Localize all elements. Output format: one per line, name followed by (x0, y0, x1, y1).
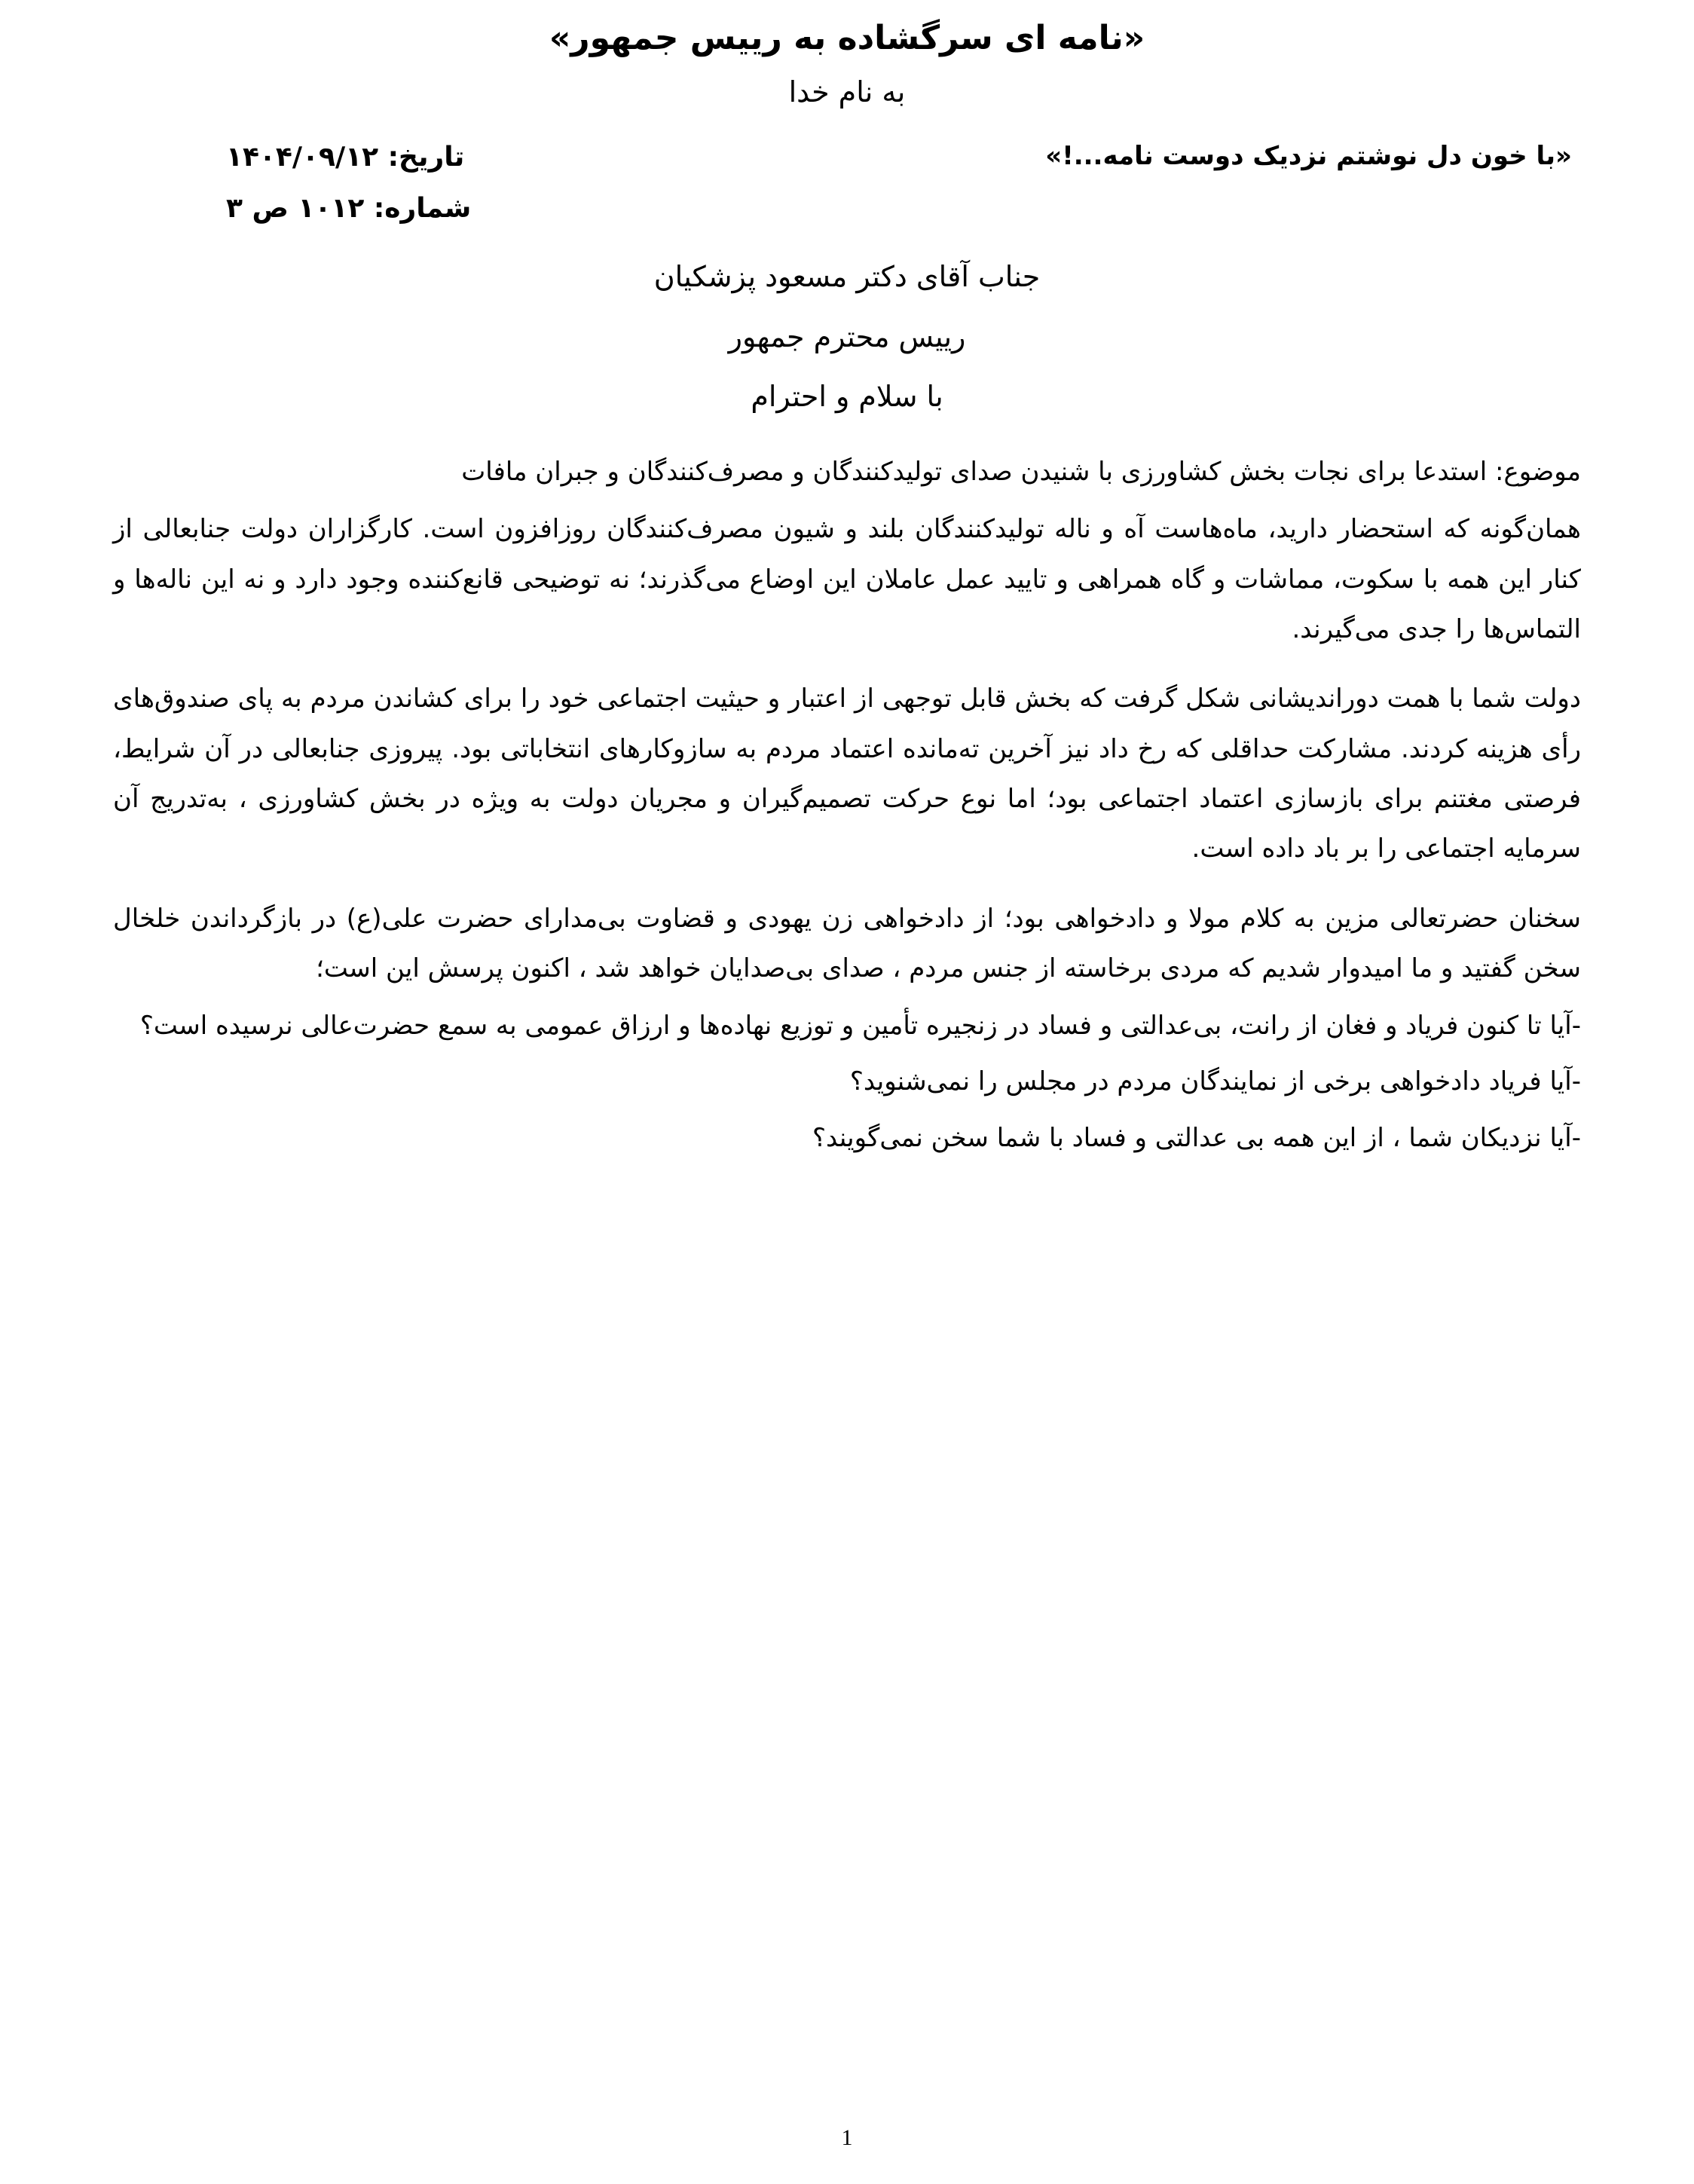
paragraph-2: دولت شما با همت دوراندیشانی شکل گرفت که بخش قابل توجهی از اعتبار و حیثیت اجتماعی خود را برای کشاندن مردم به پای صندوق‌های رأی هزینه کردند. مشارکت حداقلی که رخ داد نیز آخرین ته‌مانده اعتماد مردم به سازوکارهای انتخاباتی بود. پیروزی جنابعالی در آن شرایط، فرصتی مغتنم برای بازسازی اعتماد اجتماعی بود؛ اما نوع حرکت تصمیم‌گیران و مجریان دولت به ویژه در بخش کشاورزی ، به‌تدریج آن سرمایه اجتماعی را بر باد داده است. (113, 684, 1581, 864)
page-number: 1 (841, 2125, 853, 2150)
paragraph-1: همان‌گونه که استحضار دارید، ماه‌هاست آه و ناله تولیدکنندگان بلند و شیون مصرف‌کنندگان روزافزون است. کارگزاران دولت جنابعالی از کنار این همه با سکوت، مماشات و گاه همراهی و تایید عمل عاملان این اوضاع می‌گذرند؛ نه توضیحی قانع‌کننده وجود دارد و نه این ناله‌ها و التماس‌ها را جدی می‌گیرند. (113, 514, 1581, 645)
page-title: «نامه ای سرگشاده به رییس جمهور» (549, 19, 1145, 57)
document-number: شماره: ۱۰۱۲ ص ۳ (226, 193, 472, 225)
subject-line: موضوع: استدعا برای نجات بخش کشاورزی با شنیدن صدای تولیدکنندگان و مصرف‌کنندگان و جبران مافات (461, 457, 1581, 488)
addressee-name: جناب آقای دکتر مسعود پزشکیان (653, 259, 1041, 293)
addressee-role: رییس محترم جمهور (728, 320, 966, 353)
salutation: با سلام و احترام (751, 380, 943, 414)
document-meta (113, 132, 1581, 235)
epigraph-block (1045, 132, 1581, 181)
question-3: -آیا نزدیکان شما ، از این همه بی عدالتی و فساد با شما سخن نمی‌گویند؟ (812, 1122, 1581, 1153)
question-1: -آیا تا کنون فریاد و فغان از رانت، بی‌عدالتی و فساد در زنجیره تأمین و توزیع نهاده‌ها و ارزاق عمومی به سمع حضرت‌عالی نرسیده است؟ (139, 1011, 1581, 1042)
question-2: -آیا فریاد دادخواهی برخی از نمایندگان مردم در مجلس را نمی‌شنوید؟ (849, 1066, 1581, 1097)
bismillah-line: به نام خدا (788, 75, 906, 109)
meta-date-number-block (113, 132, 471, 235)
epigraph-text: «با خون دل نوشتم نزدیک دوست نامه...!» (1045, 141, 1572, 171)
paragraph-3: سخنان حضرتعالی مزین به کلام مولا و دادخواهی بود؛ از دادخواهی زن یهودی و قضاوت بی‌مدارای حضرت علی(ع) در بازگرداندن خلخال سخن گفتید و ما امیدوار شدیم که مردی برخاسته از جنس مردم ، صدای بی‌صدایان خواهد شد ، اکنون پرسش این است؛ (113, 903, 1581, 983)
letter-body (113, 447, 1581, 1163)
document-date: تاریخ: ۱۴۰۴/۰۹/۱۲ (226, 142, 465, 173)
addressee-block (113, 247, 1581, 427)
